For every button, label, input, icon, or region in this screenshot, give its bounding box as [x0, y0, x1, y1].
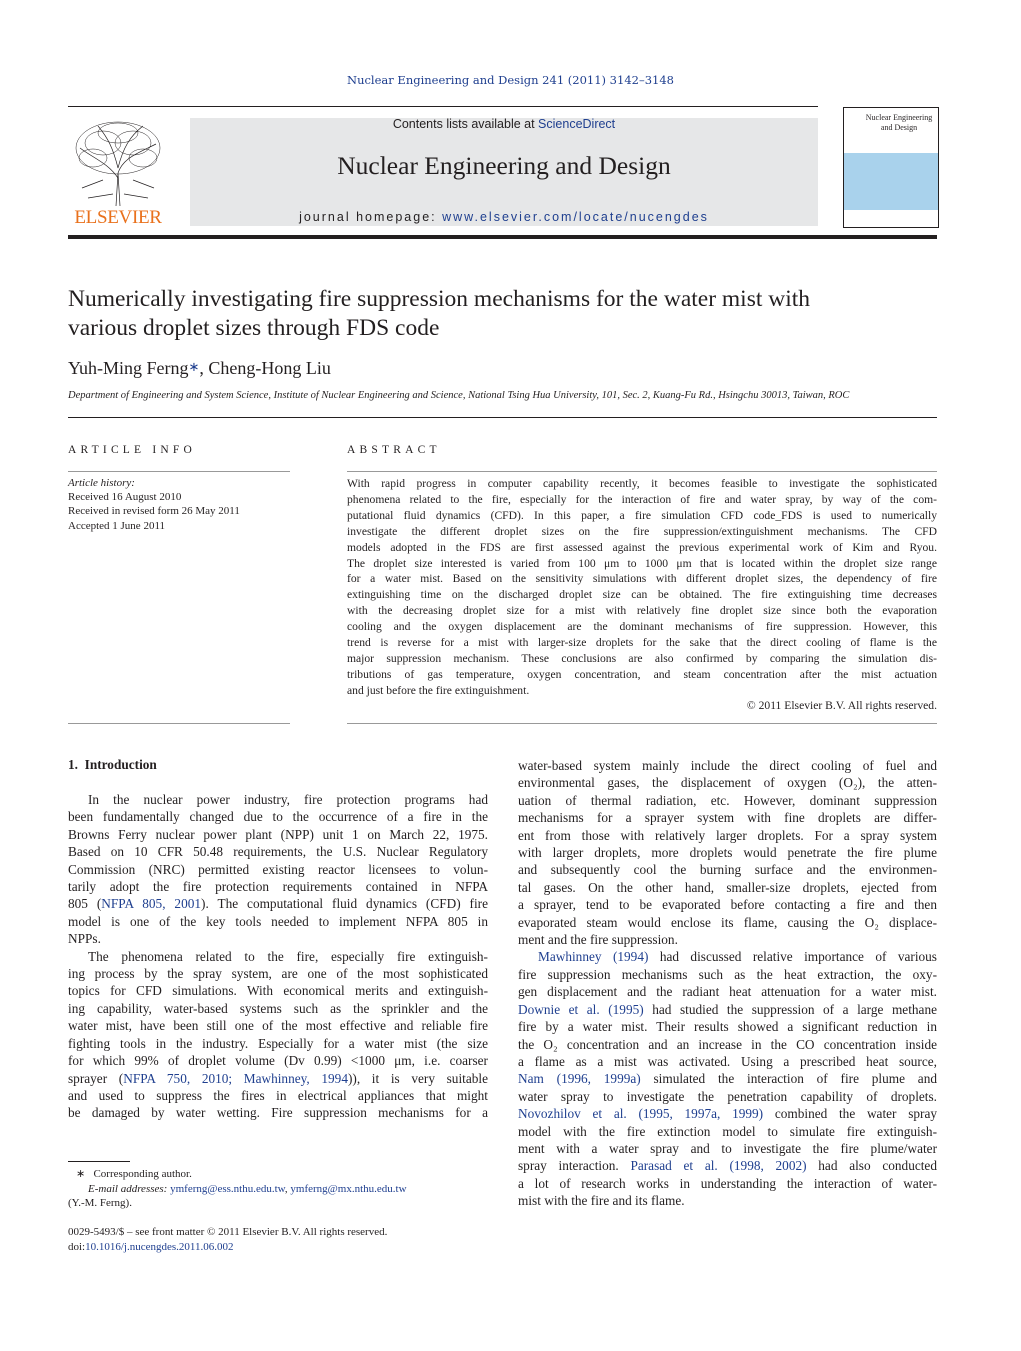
abstract-rule: [347, 471, 937, 472]
article-info-heading: ARTICLE INFO: [68, 444, 196, 456]
email-link-2[interactable]: ymferng@mx.nthu.edu.tw: [290, 1182, 407, 1195]
doi-link[interactable]: 10.1016/j.nucengdes.2011.06.002: [85, 1240, 234, 1253]
header-rule-thick: [68, 235, 937, 239]
text-fragment: 805 (: [68, 896, 102, 912]
contents-prefix: Contents lists available at: [392, 117, 539, 131]
text-fragment: had studied the suppression of a large methane: [643, 1001, 937, 1017]
text-fragment: had also conducted: [806, 1158, 937, 1174]
body-line: water-based system mainly include the direct cooling of fuel and: [518, 758, 937, 773]
body-line: environmental gases, the displacement of oxygen (O₂), the atten-: [518, 775, 937, 791]
author-1[interactable]: Yuh-Ming Ferng: [68, 358, 189, 378]
body-line: fire by a water mist. Their results showed a significant reduction in: [518, 1019, 937, 1035]
received-date: Received 16 August 2010: [68, 491, 182, 504]
doi-line: [68, 1240, 488, 1255]
footnote-block: [68, 1167, 488, 1211]
abstract-line: extinguishing time on the discharged droplet size can be obtained. The fire extinguishing time decreases: [347, 588, 937, 602]
journal-citation[interactable]: Nuclear Engineering and Design 241 (2011) 3142–3148: [347, 73, 674, 87]
body-line: for which 99% of droplet volume (Dv 0.99) <1000 μm, i.e. coarser: [68, 1053, 488, 1069]
journal-title: Nuclear Engineering and Design: [337, 151, 671, 180]
body-line: [518, 948, 937, 965]
body-line: mechanisms for a sprayer system with fine droplets are differ-: [518, 810, 937, 826]
abstract-line: investigate the different droplet sizes on the fire suppression/extinguishment mechanisms. The CFD: [347, 524, 937, 538]
body-line: [518, 1070, 937, 1087]
body-line: The phenomena related to the fire, especially fire extinguish-: [88, 948, 488, 964]
email-owner: (Y.-M. Ferng).: [68, 1197, 132, 1209]
abstract-bottom-rule: [347, 723, 937, 724]
front-matter-block: [68, 1225, 488, 1254]
abstract-line: tributions of gas temperature, oxygen concentration, and steam concentration after the mist actuation: [347, 667, 937, 681]
body-line: be damaged by water wetting. Fire suppression mechanisms for a: [68, 1105, 488, 1121]
corresponding-footnote: [68, 1167, 488, 1182]
body-line: ment and the fire suppression.: [518, 932, 678, 948]
header-rule-top: [68, 106, 818, 107]
sciencedirect-link[interactable]: ScienceDirect: [538, 117, 616, 131]
corresponding-label: Corresponding author.: [93, 1168, 192, 1180]
abstract-line: with the decreasing droplet size for a mist with relatively fine droplet size since both the evaporation: [347, 604, 937, 618]
abstract-line: The droplet size interested is varied from 100 μm to 1000 μm that is located within the droplet size range: [347, 556, 937, 570]
section-number: 1.: [68, 757, 78, 772]
revised-date: Received in revised form 26 May 2011: [68, 505, 240, 518]
intro-right-column: [518, 757, 937, 1210]
doi-label: doi:: [68, 1240, 86, 1253]
body-line: tal gases. On the other hand, smaller-size droplets, ejected from: [518, 879, 937, 895]
ref-downie-1995[interactable]: Downie et al. (1995): [518, 1001, 644, 1017]
title-line-1: Numerically investigating fire suppression mechanisms for the water mist with: [68, 286, 811, 312]
abstract-line: phenomena related to the fire, especially for the interaction of fire and water spray, by way of the com-: [347, 492, 937, 506]
body-line: fighting tools in the industry. Especially for a water mist (the size: [68, 1035, 488, 1051]
body-line: [68, 1070, 488, 1087]
abstract-line: trend is reverse for a mist with larger-size droplets for the sake that the direct cooling of flame is the: [347, 636, 937, 650]
body-line: with larger droplets, more droplets would penetrate the fire plume: [518, 845, 937, 861]
abstract-text: [347, 476, 937, 699]
body-line: a flame as a mist was activated. Using a prescribed heat source,: [518, 1053, 937, 1069]
body-line: NPPs.: [68, 931, 101, 947]
email-line: [68, 1182, 488, 1197]
body-line: [518, 1105, 937, 1122]
text-fragment: spray interaction.: [518, 1158, 631, 1174]
body-line: model is one of the key tools needed to implement NFPA 805 in: [68, 913, 488, 929]
article-info-bottom-rule: [68, 723, 290, 724]
affiliation: Department of Engineering and System Science, Institute of Nuclear Engineering and Science, National Tsing Hua University, 101, Sec. 2, Kuang-Fu Rd., Hsingchu 30013, Taiwan, ROC: [68, 390, 850, 401]
abstract-line: putational fluid dynamics (CFD). In this paper, a fire simulation CFD code_FDS is used to numerically: [347, 508, 937, 522]
body-line: evaporated steam would enclose its flame, causing the O₂ displace-: [518, 914, 937, 930]
email-link-1[interactable]: ymferng@ess.nthu.edu.tw: [170, 1182, 285, 1195]
body-line: [518, 1001, 937, 1018]
body-line: uation of thermal radiation, etc. However, dominant suppression: [518, 792, 937, 808]
body-line: model with the fire extinction model to simulate fire extinguish-: [518, 1123, 937, 1139]
text-fragment: had discussed relative importance of various: [648, 949, 937, 965]
body-line: [518, 1157, 937, 1174]
journal-homepage: [190, 210, 818, 224]
body-line: the O₂ concentration and an increase in the CO concentration inside: [518, 1036, 937, 1052]
abstract-line: major suppression mechanism. These conclusions are also confirmed by comparing the simulation dis-: [347, 651, 937, 665]
abstract-line: cooling and the oxygen displacement are the dominant mechanisms of fire suppression. However, this: [347, 620, 937, 634]
abstract-heading: ABSTRACT: [347, 444, 441, 456]
issn-line: 0029-5493/$ – see front matter © 2011 Elsevier B.V. All rights reserved.: [68, 1226, 388, 1238]
abstract-copyright: © 2011 Elsevier B.V. All rights reserved.: [746, 699, 937, 712]
body-line: ment with a water spray and to investigate the fire plume/water: [518, 1140, 937, 1156]
title-line-2: various droplet sizes through FDS code: [68, 315, 440, 341]
ref-novozhilov[interactable]: Novozhilov et al. (1995, 1997a, 1999): [518, 1106, 764, 1122]
text-fragment: )), it is very suitable: [347, 1070, 488, 1086]
history-label: Article history:: [68, 477, 135, 489]
footnote-mark: ∗: [76, 1168, 86, 1180]
body-line: and subsequently cool the burning surface and the environmen-: [518, 862, 937, 878]
email-separator: ,: [284, 1182, 291, 1195]
ref-parasad[interactable]: Parasad et al. (1998, 2002): [630, 1158, 807, 1174]
body-line: ing capability, water-based systems such as the sprinkler and the: [68, 1000, 488, 1016]
body-line: Commission (NRC) permitted existing reactor licensees to volun-: [68, 861, 488, 877]
ref-mawhinney-1994[interactable]: Mawhinney (1994): [538, 949, 649, 965]
body-line: Browns Ferry nuclear power plant (NPP) unit 1 on March 22, 1975.: [68, 826, 488, 842]
body-line: been fundamentally changed due to the occurrence of a fire in the: [68, 809, 488, 825]
body-line: ent from those with relatively larger droplets. For a spray system: [518, 827, 937, 843]
footnote-rule: [68, 1161, 130, 1162]
body-line: a sprayer, tend to be evaporated before contacting a fire and then: [518, 897, 937, 913]
intro-left-column: [68, 791, 488, 1122]
text-fragment: simulated the interaction of fire plume and: [640, 1071, 937, 1087]
contents-line: [190, 117, 818, 131]
text-fragment: combined the water spray: [763, 1106, 938, 1122]
body-line: and used to suppress the fires in electrical appliances that might: [68, 1087, 488, 1103]
corresponding-mark[interactable]: ∗: [188, 359, 200, 374]
ref-nfpa805[interactable]: NFPA 805, 2001: [101, 896, 202, 912]
cover-title: Nuclear Engineering and Design: [865, 113, 933, 132]
author-2[interactable]: Cheng-Hong Liu: [208, 358, 331, 378]
body-line: mist with the fire and its flame.: [518, 1193, 685, 1209]
section-title: Introduction: [84, 757, 157, 772]
homepage-link[interactable]: www.elsevier.com/locate/nucengdes: [442, 210, 709, 224]
abstract-line: and just before the fire extinguishment.: [347, 683, 530, 697]
body-line: In the nuclear power industry, fire protection programs had: [88, 792, 488, 807]
affiliation-rule: [68, 417, 937, 418]
body-line: water mist, have been still one of the most effective and reliable fire: [68, 1018, 488, 1034]
text-fragment: ). The computational fluid dynamics (CFD) fire: [201, 896, 488, 912]
body-line: water spray to investigate the penetration capability of droplets.: [518, 1088, 937, 1104]
article-title: [68, 285, 948, 343]
section-heading-introduction: [68, 757, 157, 773]
abstract-line: for a water mist. Based on the sensitivity simulations with different droplet sizes, the dependency of fire: [347, 572, 937, 586]
abstract-line: models adopted in the FDS are first assessed against the previous experimental work of Kim and Ryou.: [347, 540, 937, 554]
elsevier-wordmark[interactable]: ELSEVIER: [74, 207, 162, 228]
article-history: [68, 476, 290, 533]
body-line: Based on 10 CFR 50.48 requirements, the U.S. Nuclear Regulatory: [68, 844, 488, 860]
body-line: tarily adopt the fire protection requirements contained in NFPA: [68, 879, 488, 895]
ref-nfpa750-mawhinney[interactable]: NFPA 750, 2010; Mawhinney, 1994: [123, 1070, 348, 1086]
author-list: [68, 358, 331, 379]
author-separator: ,: [199, 358, 209, 378]
body-line: a lot of research works in understanding the interaction of water-: [518, 1175, 937, 1191]
accepted-date: Accepted 1 June 2011: [68, 519, 166, 532]
body-line: gen displacement and the radiant heat attenuation for a water mist.: [518, 984, 937, 1000]
body-line: topics for CFD simulations. With economical merits and extinguish-: [68, 983, 488, 999]
homepage-label: journal homepage:: [299, 210, 443, 224]
body-line: [68, 895, 488, 912]
text-fragment: sprayer (: [68, 1070, 124, 1086]
email-label: E-mail addresses:: [88, 1182, 171, 1195]
cover-blue-panel: [844, 153, 938, 210]
body-line: fire suppression mechanisms such as the heat extraction, the oxy-: [518, 966, 937, 982]
article-info-rule: [68, 471, 290, 472]
ref-nam-1996[interactable]: Nam (1996, 1999a): [518, 1071, 641, 1087]
abstract-line: With rapid progress in computer capability recently, it becomes feasible to investigate the sophisticated: [347, 477, 937, 490]
body-line: ing process by the spray system, are one of the most sophisticated: [68, 966, 488, 982]
